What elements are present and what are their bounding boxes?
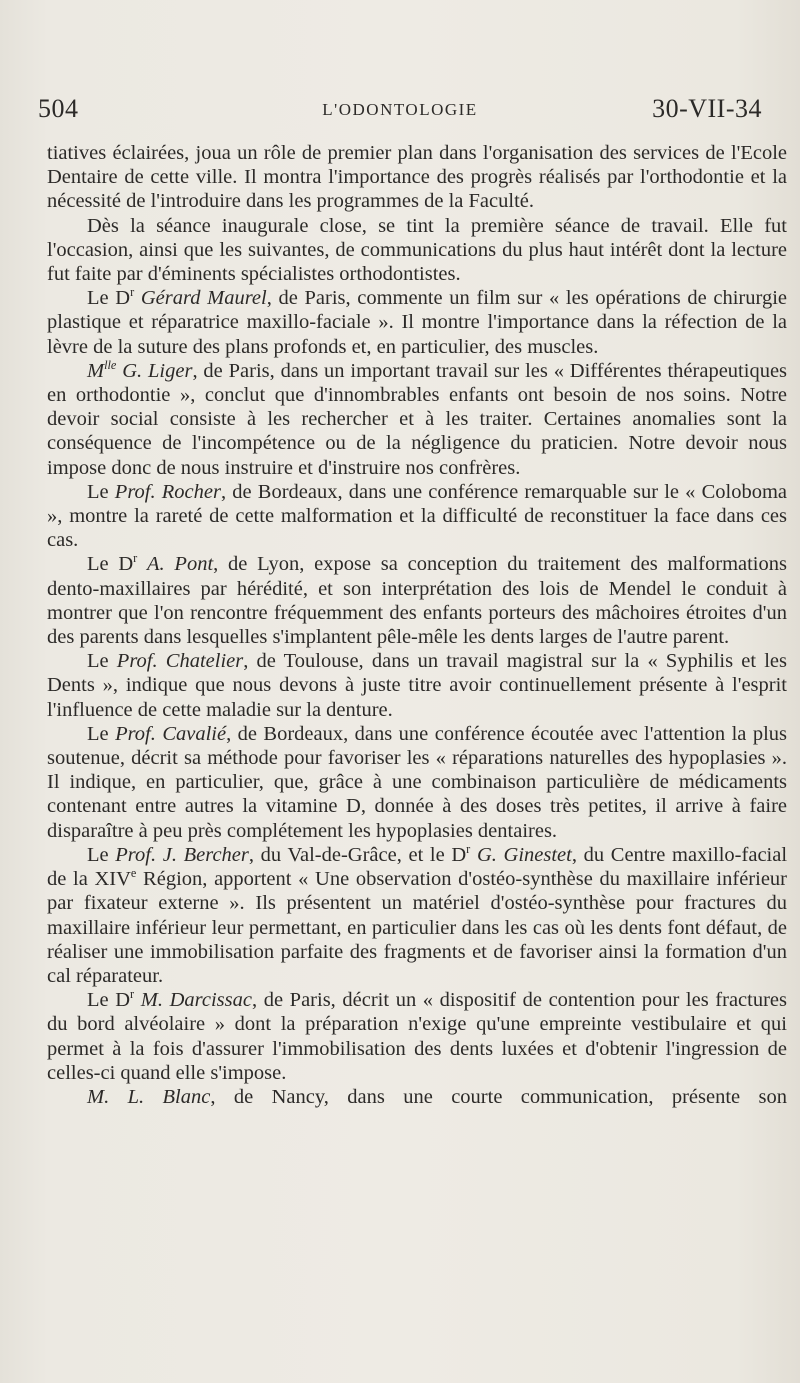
paragraph: Le Prof. Cavalié, de Bordeaux, dans une conférence écoutée avec l'attention la plus soutenue, décrit sa méthode pour favoriser les « réparations naturelles des hypoplasies ». Il indique, en particulier, que, grâce à une combinaison particulière de médicaments contenant entre autres la vitamine D, donnée à des doses très petites, il arrive à faire disparaître à peu près complétement les hypoplasies dentaires. (47, 722, 787, 842)
paragraph: Le Prof. Chatelier, de Toulouse, dans un travail magistral sur la « Syphilis et les Dents », indique que nous devons à juste titre avoir continuellement présente à l'esprit l'influence de cette maladie sur la denture. (47, 650, 788, 721)
paragraph: tiatives éclairées, joua un rôle de premier plan dans l'organisation des services de l'Ecole Dentaire de cette ville. Il montra l'importance des progrès réalisés par l'orthodontie et la nécessité de l'introduire dans les programmes de la Faculté. (47, 142, 787, 213)
paragraph: Le Prof. J. Bercher, du Val-de-Grâce, et le $D^r$ G. Ginestet, du Centre maxillo-facial de la XIVe Région, apportent « Une observation d'ostéo-synthèse du maxillaire inférieur par fixateur externe ». Ils présentent un matériel d'ostéo-synthèse pour fractures du maxillaire inférieur leur permettant, en particulier dans les cas où les dents font défaut, de réaliser une immobilisation parfaite des fragments et de favoriser ainsi la formation d'un cal réparateur. (47, 842, 788, 987)
paragraph: M. L. Blanc, de Nancy, dans une courte communication, présente son (87, 1085, 788, 1108)
issue-date: 30-VII-34 (652, 94, 762, 123)
paragraph: Le $D^r$ A. Pont, de Lyon, expose sa conception du traitement des malformations dento-maxillaires par hérédité, et son interprétation des lois de Mendel le conduit à montrer que l'on rencontre fréquemment des enfants porteurs des mâchoires étroites d'un des parents dans lesquelles s'implantent pêle-mêle les dents larges de l'autre parent. (47, 551, 787, 649)
paragraph: Dès la séance inaugurale close, se tint la première séance de travail. Elle fut l'occasion, ainsi que les suivantes, de communications du plus haut intérêt dont la lecture fut faite par d'éminents spécialistes orthodontistes. (47, 214, 787, 286)
paragraph: Le Prof. Rocher, de Bordeaux, dans une conférence remarquable sur le « Coloboma », montre la rareté de cette malformation et la difficulté de reconstituer la face dans ces cas. (47, 480, 787, 552)
paragraph: $M^{lle}$ G. Liger, de Paris, dans un important travail sur les « Différentes thérapeutiques en orthodontie », conclut que d'innombrables enfants ont besoin de nos soins. Notre devoir social consiste à les rechercher et à les traiter. Certaines anomalies sont la conséquence de l'incompétence ou de la négligence du praticien. Notre devoir nous impose donc de nous instruire et d'instruire nos confrères. (47, 358, 788, 479)
journal-title: L'ODONTOLOGIE (322, 100, 478, 119)
paragraph: Le $D^r$ M. Darcissac, de Paris, décrit un « dispositif de contention pour les fractures du bord alvéolaire » dont la préparation n'exige qu'une empreinte vestibulaire et qui permet à la fois d'assurer l'immobilisation des dents luxées et d'obtenir l'ingression de celles-ci quand elle s'impose. (47, 987, 787, 1084)
page-number: 504 (38, 94, 79, 123)
article-body (47, 141, 787, 1109)
paragraph: Le $D^r$ Gérard Maurel, de Paris, commente un film sur « les opérations de chirurgie plastique et réparatrice maxillo-faciale ». Il montre l'importance dans la réfection de la lèvre de la suture des plans profonds et, en particulier, des muscles. (47, 285, 787, 358)
running-header (38, 94, 762, 124)
